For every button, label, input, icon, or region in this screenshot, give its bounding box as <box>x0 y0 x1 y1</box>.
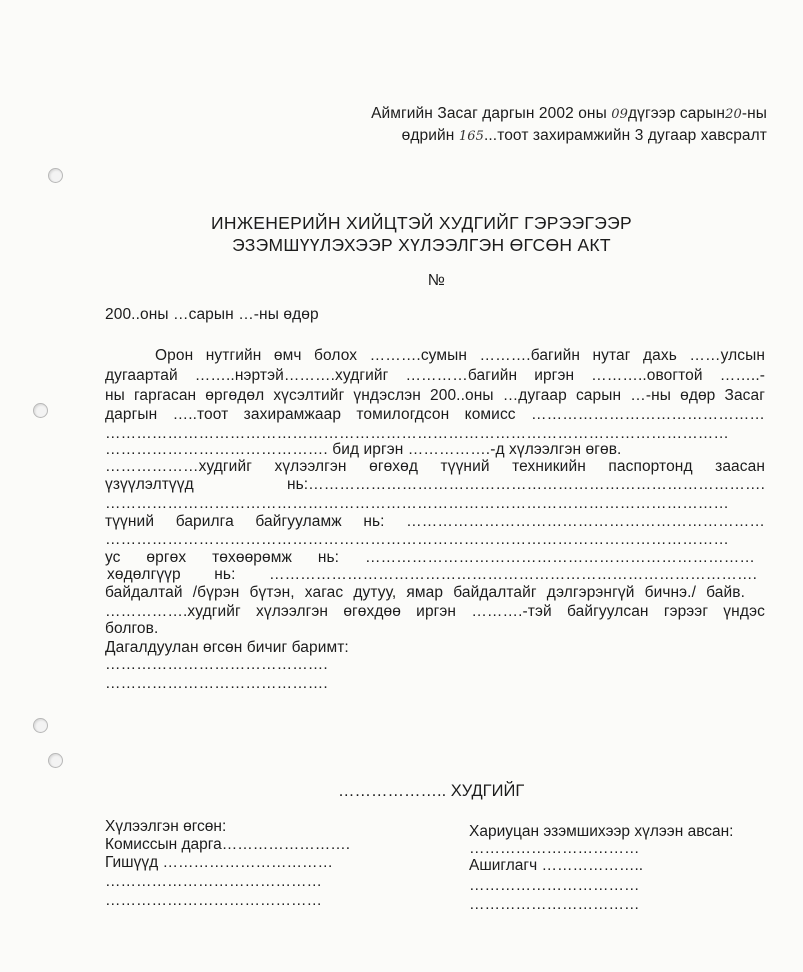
attachment-reference-line-1: Аймгийн Засаг даргын 2002 оны 09дүгээр сарын20-ны <box>371 105 767 122</box>
body-line: …………….худгийг хүлээлгэн өгөхдөө иргэн ……….-тэй байгуулсан гэрээг үндэс <box>105 603 765 620</box>
body-line: ………………………………………………………………………………………………………… <box>105 425 729 442</box>
signature-dots: …………………………………… <box>105 873 322 890</box>
body-line: ус өргөх төхөөрөмж нь: ………………………………………………………………… <box>105 549 755 566</box>
signature-dots: …………………………………… <box>105 892 322 909</box>
members-line: Гишүүд …………………………… <box>105 854 333 871</box>
document-title-line-1: ИНЖЕНЕРИЙН ХИЙЦТЭЙ ХУДГИЙГ ГЭРЭЭГЭЭР <box>211 213 632 233</box>
handwritten-order-number: 165 <box>458 129 484 144</box>
attachment-reference-line-2: өдрийн 165...тоот захирамжийн 3 дугаар хавсралт <box>401 127 767 144</box>
signature-dots: …………………………… <box>469 896 640 913</box>
punch-hole <box>48 753 63 768</box>
body-line: болгов. <box>105 620 159 637</box>
body-line: ………………………………………………………………………………………………………… <box>105 531 729 548</box>
handwritten-month: 09 <box>611 107 628 122</box>
handed-over-heading: Хүлээлгэн өгсөн: <box>105 818 227 835</box>
number-sign: № <box>427 272 446 289</box>
body-line: үзүүлэлтүүд нь:……………………………………………………………………………. <box>105 476 765 493</box>
body-line: дугаартай ……..нэртэй……….худгийг …………багийн иргэн ………..овогтой ……..- <box>105 367 765 384</box>
commission-chair-line: Комиссын дарга……………………. <box>105 836 350 853</box>
received-heading: Хариуцан эзэмшихээр хүлээн авсан: <box>469 823 734 840</box>
body-line: ……………………………………. <box>105 656 328 673</box>
body-line: ……………………………………. бид иргэн …………….-д хүлээлгэн өгөв. <box>105 441 622 458</box>
body-line: түүний барилга байгууламж нь: …………………………………………………………… <box>105 513 765 530</box>
body-line: Дагалдуулан өгсөн бичиг баримт: <box>105 639 349 656</box>
punch-hole <box>33 718 48 733</box>
punch-hole <box>48 168 63 183</box>
section-title: ……………….. ХУДГИЙГ <box>338 782 525 800</box>
punch-hole <box>33 403 48 418</box>
body-line: ……………………………………. <box>105 675 328 692</box>
body-line: Орон нутгийн өмч болох ……….сумын ……….багийн нутаг дахь ……улсын <box>155 347 765 364</box>
body-line: ………………худгийг хүлээлгэн өгөхөд түүний техникийн паспортонд заасан <box>105 458 765 475</box>
user-line: Ашиглагч ……………….. <box>469 857 644 874</box>
handwritten-day: 20 <box>725 107 742 122</box>
body-line: ны гаргасан өргөдөл хүсэлтийг үндэслэн 200..оны …дугаар сарын …-ны өдөр Засаг <box>105 387 765 404</box>
signature-dots: …………………………… <box>469 840 640 857</box>
document-title-line-2: ЭЗЭМШҮҮЛЭХЭЭР ХҮЛЭЭЛГЭН ӨГСӨН АКТ <box>232 235 611 255</box>
body-line: байдалтай /бүрэн бүтэн, хагас дутуу, ямар байдалтайг дэлгэрэнгүй бичнэ./ байв. <box>105 584 745 601</box>
signature-dots: …………………………… <box>469 877 640 894</box>
body-line: хөдөлгүүр нь: …………………………………………………………………………………. <box>107 566 757 583</box>
body-line: даргын …..тоот захирамжаар томилогдсон комисс ……………………………………… <box>105 406 765 423</box>
body-line: ………………………………………………………………………………………………………… <box>105 495 729 512</box>
date-line: 200..оны …сарын …-ны өдөр <box>105 306 319 323</box>
